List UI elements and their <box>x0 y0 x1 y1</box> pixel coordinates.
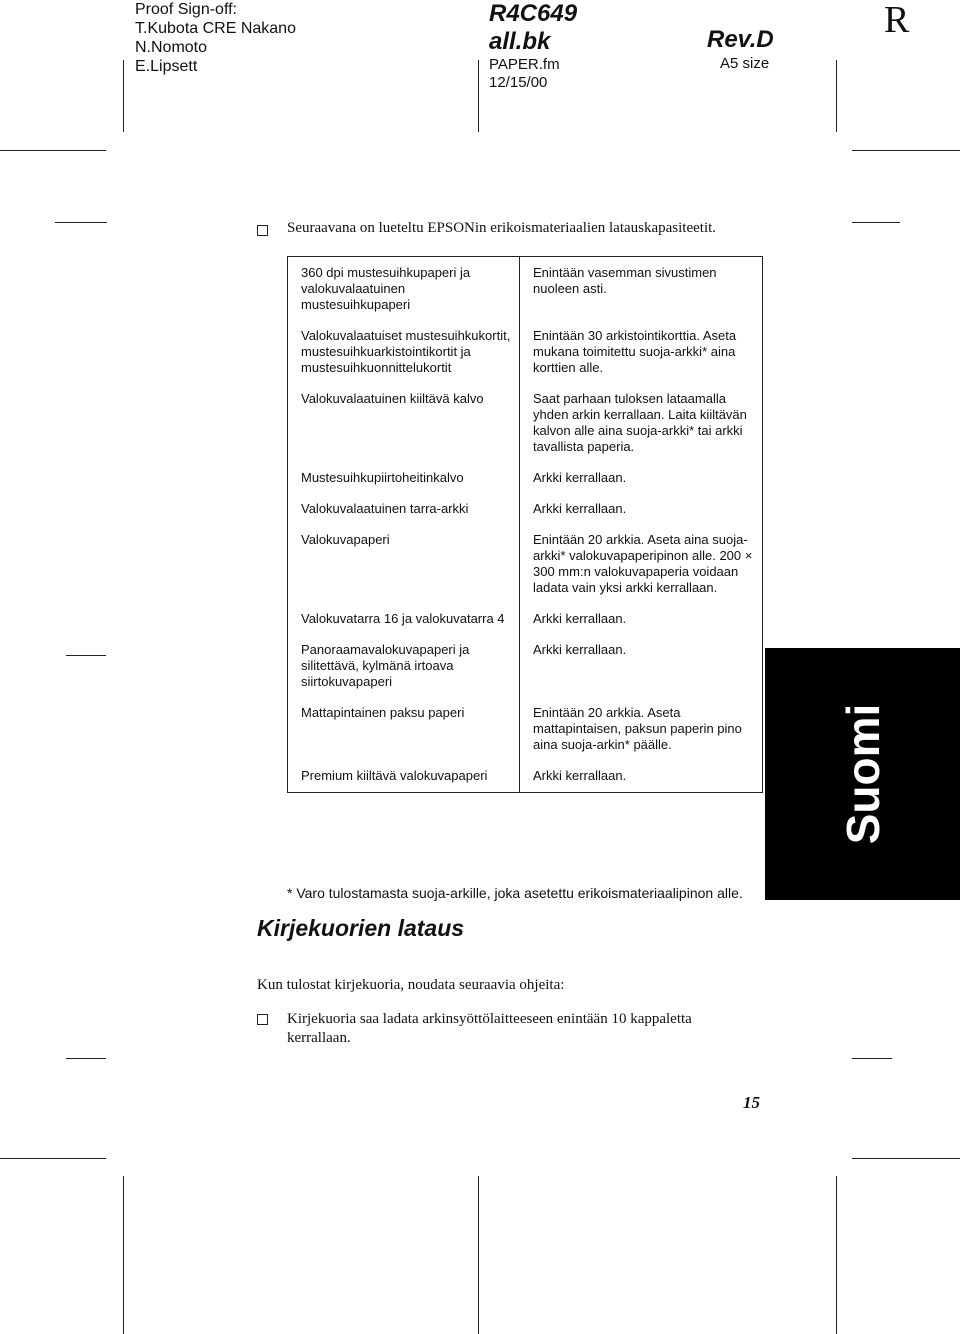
capacity-cell: Arkki kerrallaan. <box>520 611 763 642</box>
capacity-cell: Enintään 30 arkistointikorttia. Aseta mukana toimitettu suoja-arkki* aina korttien alle. <box>520 328 763 391</box>
capacity-cell: Arkki kerrallaan. <box>520 768 763 793</box>
crop-mark <box>0 1158 106 1159</box>
crop-mark <box>852 150 960 151</box>
crop-mark <box>836 60 837 132</box>
table-row <box>288 768 763 793</box>
proof-line: N.Nomoto <box>135 39 208 56</box>
crop-mark <box>123 1176 124 1334</box>
page-size-label: A5 size <box>720 55 770 72</box>
media-cell: 360 dpi mustesuihkupaperi ja valokuvalaatuinen mustesuihkupaperi <box>288 257 520 329</box>
page-number: 15 <box>743 1093 760 1112</box>
table-row <box>288 611 763 642</box>
crop-mark <box>66 655 106 656</box>
media-capacity-table <box>287 256 763 793</box>
media-cell: Valokuvatarra 16 ja valokuvatarra 4 <box>288 611 520 642</box>
section-heading: Kirjekuorien lataus <box>257 915 465 941</box>
table-row <box>288 328 763 391</box>
corner-mark: R <box>884 0 910 41</box>
media-cell: Premium kiiltävä valokuvapaperi <box>288 768 520 793</box>
fm-file: PAPER.fm <box>489 56 560 73</box>
crop-mark <box>478 1176 479 1334</box>
table-row <box>288 391 763 470</box>
table-row <box>288 705 763 768</box>
media-cell: Mustesuihkupiirtoheitinkalvo <box>288 470 520 501</box>
table-row <box>288 470 763 501</box>
crop-mark <box>852 1058 892 1059</box>
table-row <box>288 501 763 532</box>
table-row <box>288 257 763 329</box>
proof-signoff-block <box>135 0 296 76</box>
language-tab <box>765 648 960 900</box>
media-cell: Valokuvalaatuinen tarra-arkki <box>288 501 520 532</box>
proof-line: E.Lipsett <box>135 58 198 75</box>
project-code: R4C649 <box>489 0 578 27</box>
intro-text: Seuraavana on lueteltu EPSONin erikoismateriaalien latauskapasiteetit. <box>287 220 717 236</box>
crop-mark <box>55 222 107 223</box>
book-file: all.bk <box>489 28 551 55</box>
crop-mark <box>852 222 900 223</box>
media-cell: Mattapintainen paksu paperi <box>288 705 520 768</box>
media-cell: Valokuvalaatuiset mustesuihkukortit, mustesuihkuarkistointikortit ja mustesuihkuonnittelukortit <box>288 328 520 391</box>
language-tab-label: Suomi <box>836 703 889 845</box>
media-cell: Valokuvalaatuinen kiiltävä kalvo <box>288 391 520 470</box>
proof-line: T.Kubota CRE Nakano <box>135 20 296 37</box>
capacity-cell: Arkki kerrallaan. <box>520 642 763 705</box>
footnote: * Varo tulostamasta suoja-arkille, joka asetettu erikoismateriaalipinon alle. <box>287 885 743 901</box>
checkbox-bullet-icon <box>257 1014 268 1025</box>
capacity-cell: Arkki kerrallaan. <box>520 470 763 501</box>
capacity-cell: Enintään vasemman sivustimen nuoleen asti. <box>520 257 763 329</box>
table-row <box>288 532 763 611</box>
checkbox-bullet-icon <box>257 225 268 236</box>
crop-mark <box>123 60 124 132</box>
crop-mark <box>852 1158 960 1159</box>
capacity-cell: Arkki kerrallaan. <box>520 501 763 532</box>
crop-mark <box>478 60 479 132</box>
capacity-cell: Enintään 20 arkkia. Aseta mattapintaisen, paksun paperin pino aina suoja-arkin* päälle. <box>520 705 763 768</box>
crop-mark <box>66 1058 106 1059</box>
envelope-bullet-text: Kirjekuoria saa ladata arkinsyöttölaitteeseen enintään 10 kappaletta kerrallaan. <box>287 1011 692 1046</box>
file-date: 12/15/00 <box>489 74 548 91</box>
file-info-block <box>489 0 577 92</box>
table-row <box>288 642 763 705</box>
capacity-cell: Saat parhaan tuloksen lataamalla yhden arkin kerrallaan. Laita kiiltävän kalvon alle aina suoja-arkki* tai arkki tavallista paperia. <box>520 391 763 470</box>
capacity-cell: Enintään 20 arkkia. Aseta aina suoja-arkki* valokuvapaperipinon alle. 200 × 300 mm:n valokuvapaperia voidaan ladata vain yksi arkki kerrallaan. <box>520 532 763 611</box>
crop-mark <box>836 1176 837 1334</box>
proof-line: Proof Sign-off: <box>135 1 237 18</box>
revision-label: Rev.D <box>707 26 774 53</box>
crop-mark <box>0 150 106 151</box>
media-cell: Valokuvapaperi <box>288 532 520 611</box>
section-intro: Kun tulostat kirjekuoria, noudata seuraavia ohjeita: <box>257 977 565 993</box>
media-cell: Panoraamavalokuvapaperi ja silitettävä, kylmänä irtoava siirtokuvapaperi <box>288 642 520 705</box>
